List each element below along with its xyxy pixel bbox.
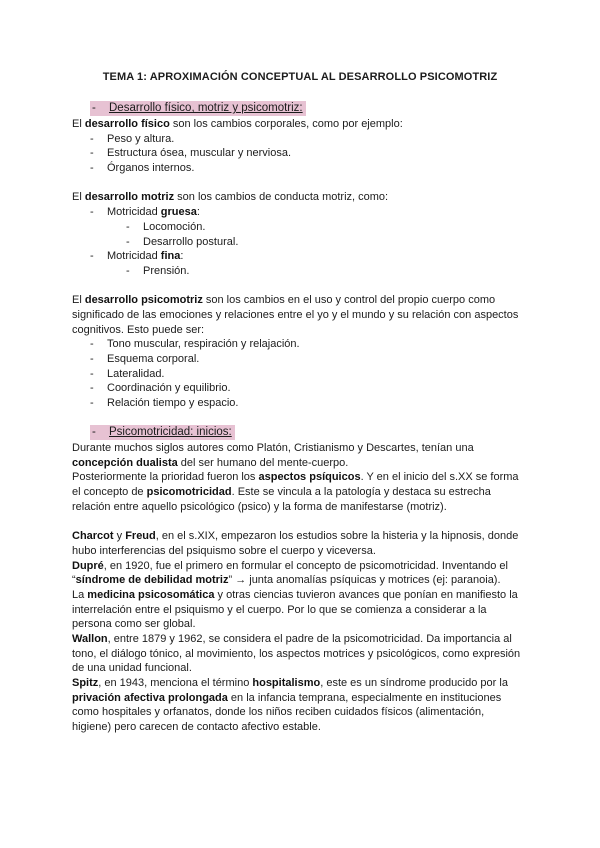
paragraph-line: cognitivos. Esto puede ser: [72, 323, 205, 336]
paragraph-line: El desarrollo motriz son los cambios de conducta motriz, como: [72, 191, 389, 204]
list-item: - Esquema corporal. [90, 353, 200, 365]
heading-text: Psicomotricidad: inicios: [109, 426, 232, 438]
paragraph-line: Spitz, en 1943, menciona el término hospitalismo, este es un síndrome producido por la [72, 677, 508, 689]
paragraph-line: Posteriormente la prioridad fueron los aspectos psíquicos. Y en el inicio del s.XX se forma [72, 471, 519, 484]
list-item: - Motricidad fina: [90, 250, 184, 263]
list-item: - Órganos internos. [90, 162, 195, 175]
paragraph-line: Wallon, entre 1879 y 1962, se considera el padre de la psicomotricidad. Da importancia al [72, 632, 512, 645]
heading-bullet: - [92, 102, 96, 114]
list-item: - Relación tiempo y espacio. [90, 397, 239, 410]
paragraph-line: El desarrollo psicomotriz son los cambios en el uso y control del propio cuerpo como [72, 294, 496, 307]
paragraph-line: Durante muchos siglos autores como Platón, Cristianismo y Descartes, tenían una [72, 442, 474, 454]
section-desarrollo-body [72, 117, 542, 411]
paragraph-line: El desarrollo físico son los cambios corporales, como por ejemplo: [72, 118, 403, 130]
paragraph-line: de una unidad funcional. [72, 662, 192, 675]
list-item: - Coordinación y equilibrio. [90, 382, 231, 395]
paragraph-line: higiene) pero carecen de contacto afectivo estable. [72, 721, 321, 734]
paragraph-line: La medicina psicosomática y otras ciencias tuvieron avances que ponían en manifiesto la [72, 588, 518, 601]
list-item: - Lateralidad. [90, 367, 165, 380]
paragraph-line: hubo interferencias del psiquismo sobre el cuerpo y viceversa. [72, 544, 376, 557]
document-title: TEMA 1: APROXIMACIÓN CONCEPTUAL AL DESARROLLO PSICOMOTRIZ [102, 71, 498, 83]
section-heading-psicomotricidad [90, 425, 235, 440]
list-item-nested: - Prensión. [126, 264, 190, 277]
paragraph-line: privación afectiva prolongada en la infancia temprana, especialmente en instituciones [72, 691, 502, 704]
section-psicomotricidad-body [72, 441, 542, 735]
list-item-nested: - Locomoción. [126, 220, 206, 233]
paragraph-line: significado de las emociones y relaciones entre el yo y el mundo y su relación con aspectos [72, 308, 519, 321]
paragraph-line: como hospitales y orfanatos, donde los niños reciben cuidados físicos (alimentación, [72, 706, 485, 719]
list-item: - Motricidad gruesa: [90, 206, 200, 219]
list-item-nested: - Desarrollo postural. [126, 235, 239, 248]
heading-text: Desarrollo físico, motriz y psicomotriz: [109, 102, 303, 114]
list-item: - Tono muscular, respiración y relajación. [90, 338, 300, 351]
paragraph-line: interrelación entre el psiquismo y el cuerpo. Por lo que se comienza a considerar a la [72, 603, 487, 616]
paragraph-line: “síndrome de debilidad motriz” → junta anomalías psíquicas y motrices (ej: paranoia). [72, 574, 501, 587]
paragraph-line: Charcot y Freud, en el s.XIX, empezaron los estudios sobre la histeria y la hipnosis, donde [72, 530, 519, 543]
paragraph-line: el concepto de psicomotricidad. Este se vincula a la patología y destaca su estrecha [72, 486, 491, 499]
paragraph-line: Dupré, en 1920, fue el primero en formular el concepto de psicomotricidad. Inventando el [72, 559, 508, 572]
section-heading-desarrollo [90, 101, 306, 116]
heading-bullet: - [92, 426, 96, 438]
list-item: - Estructura ósea, muscular y nerviosa. [90, 147, 292, 160]
paragraph-line: persona como ser global. [72, 618, 196, 631]
list-item: - Peso y altura. [90, 132, 175, 145]
paragraph-line: tono, el diálogo tónico, al movimiento, los aspectos motrices y psicológicos, como expresión [72, 647, 521, 660]
paragraph-line: relación entre aquello psicológico (psico) y la forma de manifestarse (motriz). [72, 500, 447, 513]
paragraph-line: concepción dualista del ser humano del mente-cuerpo. [72, 456, 349, 469]
